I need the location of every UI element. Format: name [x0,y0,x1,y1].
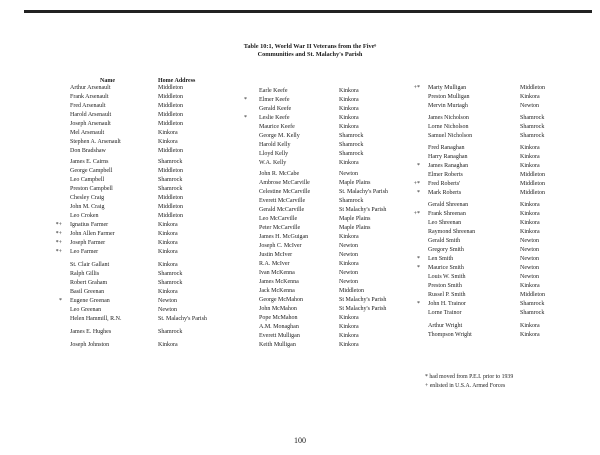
veteran-name: Samuel Nicholson [428,133,473,139]
veteran-name: John Allen Farmer [70,231,115,237]
veteran-name: Joseph C. McIver [259,243,302,249]
veteran-name: Fred Ranaghan [428,145,465,151]
veteran-name: James Ranaghan [428,163,469,169]
veteran-address: Shamrock [520,301,545,307]
veteran-name: Raymond Shreenan [428,229,476,235]
veteran-name: Pope McMahon [259,315,298,321]
veteran-name: Harold Arsenault [70,112,112,118]
veteran-address: Middleton [158,85,183,91]
veteran-address: Kinkora [158,262,178,268]
veteran-address: Newton [339,279,358,285]
veteran-name: Basil Greenan [70,289,105,295]
veteran-address: Shamrock [339,198,364,204]
veteran-address: Shamrock [520,310,545,316]
veteran-name: Len Smith [428,256,454,262]
veteran-name: Everett Mulligan [259,333,300,339]
veteran-name: Fred Arsenault [70,103,106,109]
veteran-name: Earle Keefe [259,88,288,94]
veteran-address: Newton [158,307,177,313]
veteran-name: James E. Cairns [70,159,109,165]
veteran-address: Shamrock [158,280,183,286]
veteran-name: Stephen A. Arsenault [70,139,121,145]
veteran-address: Kinkora [158,139,178,145]
veteran-name: Joseph Arsenault [70,121,111,127]
veteran-address: Kinkora [520,211,540,217]
veteran-name: Leo Shreenan [428,220,462,226]
veteran-name: Frank Arsenault [70,94,109,100]
veteran-name: Chesley Craig [70,195,105,201]
veteran-address: Shamrock [520,124,545,130]
veteran-address: Shamrock [339,133,364,139]
veteran-address: St. Malachy's Parish [339,189,388,195]
veteran-name: Maurice Keefe [259,124,295,130]
veteran-name: Celestine McCarville [259,189,311,195]
veteran-address: St Malachy's Parish [339,207,387,213]
veteran-marker: *+ [55,240,62,246]
veteran-address: Middleton [158,204,183,210]
veteran-address: Kinkora [520,332,540,338]
veteran-address: Shamrock [520,133,545,139]
veteran-marker: * [417,301,420,307]
veteran-name: Justin McIver [259,252,293,258]
veteran-name: Eugene Greenan [70,298,110,304]
veteran-name: Preston Mulligan [428,94,470,100]
veteran-address: Kinkora [158,342,178,348]
page-number: 100 [294,436,306,445]
veteran-name: Gregory Smith [428,247,464,253]
veteran-name: Ivan McKenna [259,270,295,276]
veteran-name: Gerald Keefe [259,106,292,112]
veteran-address: Kinkora [339,106,359,112]
veteran-name: Frank Shreenan [428,211,466,217]
veteran-name: Leo Croken [70,213,99,219]
veteran-name: Russel P. Smith [428,292,466,298]
veteran-address: Newton [158,298,177,304]
veteran-name: Joseph Johnston [70,342,110,348]
veteran-name: Robert Graham [70,280,108,286]
veteran-name: Preston Campbell [70,186,113,192]
veteran-name: Ambrose McCarville [259,180,310,186]
veteran-name: Peter McCarville [259,225,301,231]
veteran-address: Kinkora [339,88,359,94]
veteran-address: Middleton [520,172,545,178]
veteran-name: James McKenna [259,279,299,285]
veteran-address: Newton [520,274,539,280]
veteran-name: John H. Trainor [428,301,466,307]
veteran-name: Mervin Murtagh [428,103,468,109]
veteran-name: Jack McKenna [259,288,295,294]
veteran-address: St Malachy's Parish [339,297,387,303]
veteran-name: Fred Roberts' [428,181,461,187]
veteran-name: Harry Ranaghan [428,154,468,160]
veteran-address: Kinkora [339,160,359,166]
veteran-address: Kinkora [520,163,540,169]
veteran-marker: * [417,256,420,262]
veteran-name: Lorne Nicholson [428,124,469,130]
veteran-address: Newton [520,103,539,109]
veteran-name: Leo Greenan [70,307,102,313]
top-rule [24,10,592,13]
veteran-marker: +* [413,211,420,217]
veteran-name: Maurice Smith [428,265,464,271]
table-title-line2: Communities and St. Malachy's Parish [257,51,363,58]
veteran-address: Middleton [520,292,545,298]
veteran-address: Shamrock [158,159,183,165]
veteran-name: Joseph Farmer [70,240,106,246]
veteran-address: Kinkora [339,261,359,267]
veteran-name: W.A. Kelly [259,160,287,166]
veteran-marker: *+ [55,249,62,255]
veteran-address: Shamrock [339,142,364,148]
veteran-address: Middleton [339,288,364,294]
veteran-address: Middleton [520,85,545,91]
veteran-name: Thompson Wright [428,332,472,338]
veteran-name: Ralph Gillis [70,271,100,277]
veteran-name: Ignatius Farmer [70,222,109,228]
veteran-address: Shamrock [158,177,183,183]
veteran-marker: * [244,115,247,121]
table-title [180,43,440,59]
veteran-name: George McMahon [259,297,304,303]
veteran-name: Leo Campbell [70,177,105,183]
veteran-address: Shamrock [520,115,545,121]
veteran-name: St. Clair Gallant [70,262,110,268]
name-header: Name [100,78,115,84]
veteran-address: Newton [339,270,358,276]
veteran-address: Kinkora [520,94,540,100]
veteran-marker: * [244,97,247,103]
veteran-name: Marty Mulligan [428,85,467,91]
veteran-address: Kinkora [339,333,359,339]
veteran-name: Harold Kelly [259,142,291,148]
veteran-marker: * [417,265,420,271]
veteran-address: St. Malachy's Parish [158,316,207,322]
veteran-name: James E. Hughes [70,329,112,335]
veteran-name: Leo Farmer [70,249,99,255]
table-title-line1: Table 10:1, World War II Veterans from the Five⁶ [243,43,377,50]
veteran-marker: * [417,190,420,196]
veteran-address: Shamrock [158,329,183,335]
veteran-address: Kinkora [158,222,178,228]
veteran-address: Kinkora [339,342,359,348]
veteran-address: Kinkora [339,115,359,121]
veteran-name: James H. McGuigan [259,234,309,240]
veteran-address: Kinkora [520,202,540,208]
veteran-address: Kinkora [158,130,178,136]
veteran-address: Middleton [520,181,545,187]
veteran-name: John M. Craig [70,204,105,210]
veteran-address: Kinkora [158,289,178,295]
veteran-address: Shamrock [158,186,183,192]
veteran-name: George M. Kelly [259,133,300,139]
veteran-marker: * [59,298,62,304]
veteran-name: Lloyd Kelly [259,151,289,157]
veteran-name: Gerald Smith [428,238,461,244]
veteran-address: Middleton [158,121,183,127]
veteran-address: Newton [339,252,358,258]
veteran-address: St Malachy's Parish [339,306,387,312]
address-header: Home Address [158,78,196,84]
veteran-name: Leslie Keefe [259,115,290,121]
veteran-address: Kinkora [520,220,540,226]
veteran-name: Helen Hammill, R.N. [70,316,122,322]
veteran-name: Lorne Trainor [428,310,462,316]
veteran-address: Newton [339,171,358,177]
veteran-name: James Nicholson [428,115,469,121]
veteran-name: Gerald Shreenan [428,202,469,208]
veteran-address: Kinkora [339,234,359,240]
veteran-name: George Campbell [70,168,113,174]
veteran-address: Newton [520,238,539,244]
veteran-name: Don Bradshaw [70,148,106,154]
veteran-address: Maple Plains [339,216,371,222]
veteran-address: Kinkora [339,97,359,103]
veteran-address: Middleton [158,213,183,219]
veteran-address: Shamrock [339,151,364,157]
veteran-marker: +* [413,85,420,91]
veteran-address: Shamrock [158,271,183,277]
veteran-address: Newton [520,265,539,271]
veteran-name: John R. McCabe [259,171,300,177]
veteran-marker: * [417,163,420,169]
veteran-marker: +* [413,181,420,187]
veteran-address: Newton [339,243,358,249]
veteran-address: Maple Plains [339,225,371,231]
veteran-address: Kinkora [339,324,359,330]
veteran-name: Mel Arsenault [70,130,105,136]
veteran-name: Everett McCarville [259,198,306,204]
veteran-name: John McMahon [259,306,297,312]
veteran-address: Middleton [520,190,545,196]
veteran-address: Middleton [158,103,183,109]
veteran-address: Middleton [158,94,183,100]
veteran-marker: *+ [55,222,62,228]
veteran-address: Newton [520,256,539,262]
veteran-name: R.A. McIver [259,261,290,267]
veteran-address: Middleton [158,168,183,174]
veteran-address: Kinkora [339,315,359,321]
veteran-address: Maple Plains [339,180,371,186]
veteran-address: Middleton [158,195,183,201]
veteran-address: Kinkora [520,283,540,289]
veteran-address: Kinkora [158,249,178,255]
footnote-moved: * had moved from P.E.I. prior to 1939 [425,374,514,380]
veteran-name: Elmer Roberts [428,172,463,178]
veteran-name: Elmer Keefe [259,97,290,103]
veteran-address: Newton [520,247,539,253]
veteran-name: A.M. Monaghan [259,324,299,330]
footnotes [425,373,513,391]
veteran-name: Arthur Wright [428,323,463,329]
veteran-address: Middleton [158,148,183,154]
veteran-name: Louis W. Smith [428,274,466,280]
veteran-address: Kinkora [520,145,540,151]
veteran-address: Kinkora [520,229,540,235]
veteran-address: Kinkora [339,124,359,130]
footnote-enlisted: + enlisted in U.S.A. Armed Forces [425,383,506,389]
veteran-name: Gerald McCarville [259,207,305,213]
veteran-address: Kinkora [520,154,540,160]
veteran-address: Kinkora [158,240,178,246]
veteran-name: Preston Smith [428,283,462,289]
veteran-address: Kinkora [520,323,540,329]
veteran-marker: *+ [55,231,62,237]
veteran-address: Kinkora [158,231,178,237]
veteran-address: Middleton [158,112,183,118]
veteran-name: Mark Roberts [428,190,462,196]
veteran-name: Arthur Arsenault [70,85,111,91]
veteran-name: Keith Mulligan [259,342,296,348]
veteran-name: Leo McCarville [259,216,298,222]
